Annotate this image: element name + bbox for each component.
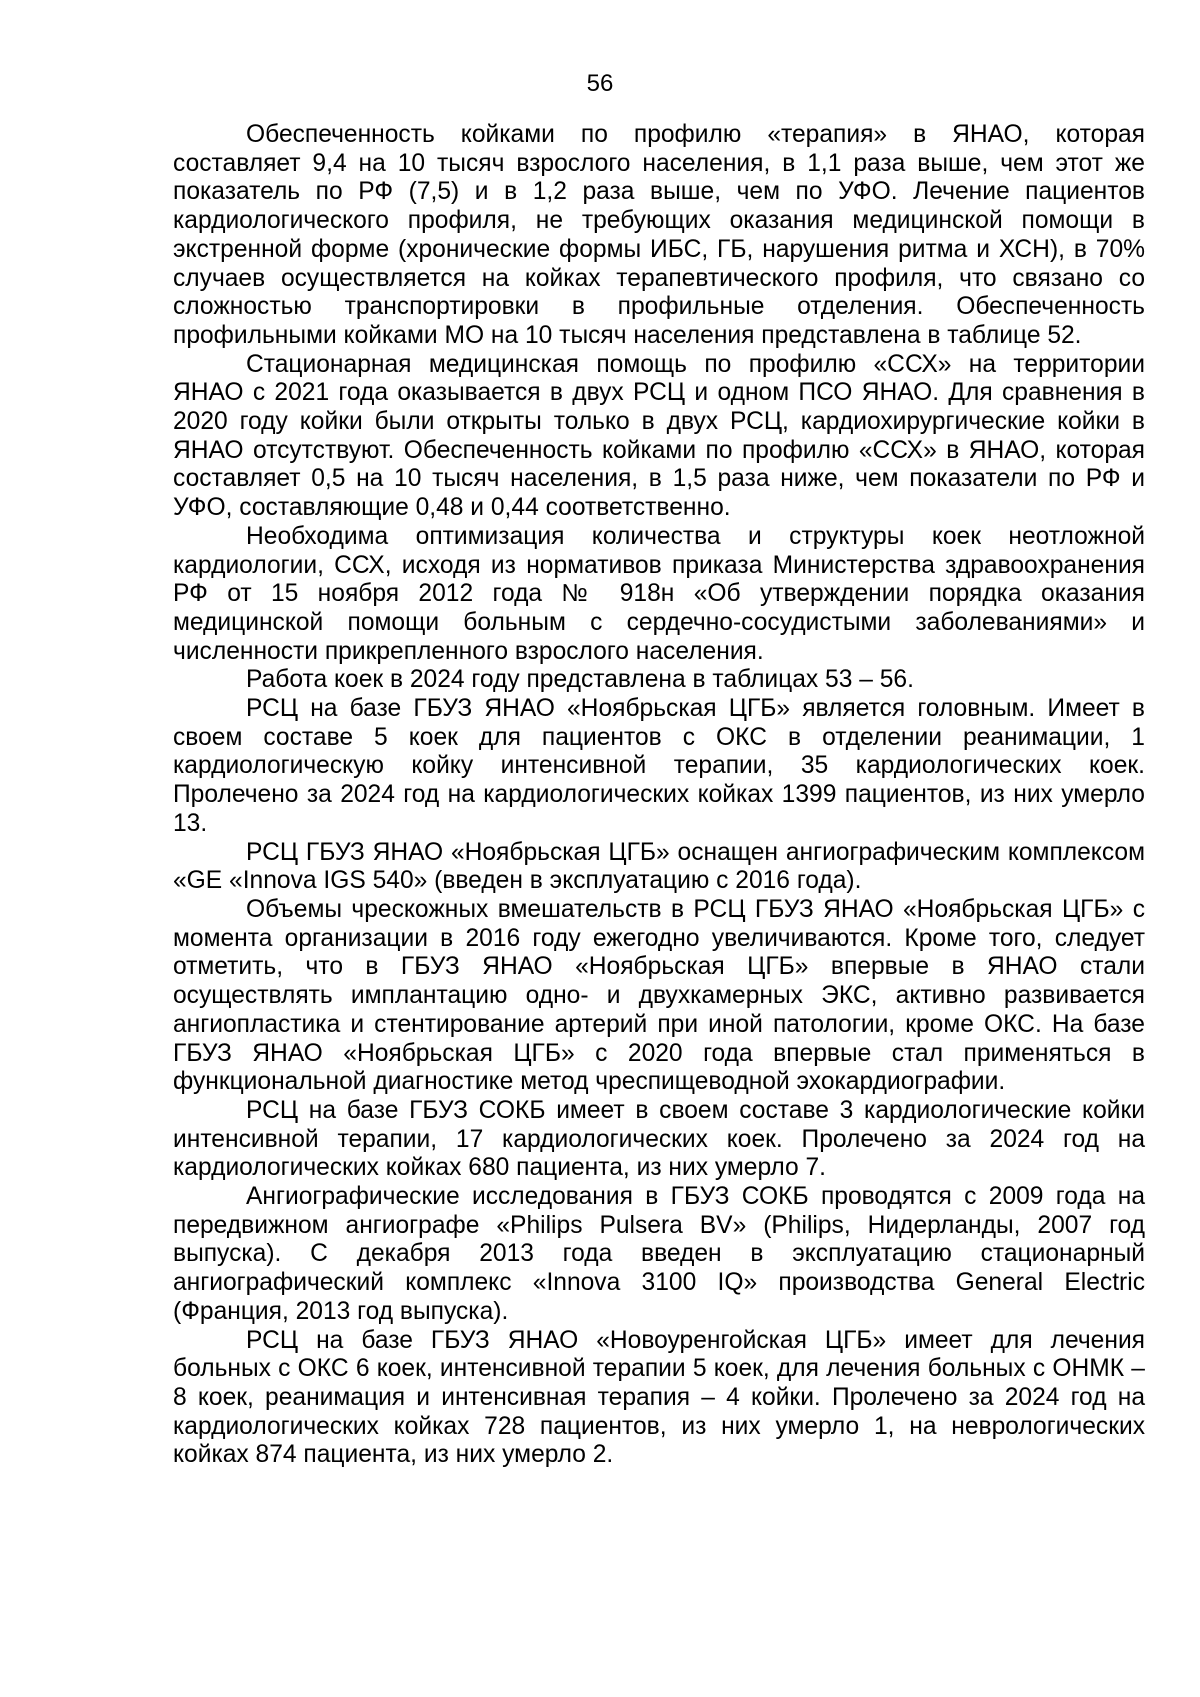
page-number: 56 [586, 70, 614, 97]
paragraph-noyabrsk-angiography: РСЦ ГБУЗ ЯНАО «Ноябрьская ЦГБ» оснащен ангиографическим комплексом «GE «Innova IGS 540» (введен в эксплуатацию с 2016 года). [173, 838, 1145, 895]
paragraph-sokb-angiography: Ангиографические исследования в ГБУЗ СОКБ проводятся с 2009 года на передвижном ангиографе «Philips Pulsera BV» (Philips, Нидерланды, 2007 год выпуска). С декабря 2013 года введен в эксплуатацию стационарный ангиографический комплекс «Innova 3100 IQ» производства General Electric (Франция, 2013 год выпуска). [173, 1183, 1145, 1325]
paragraph-pci-volumes: Объемы чрескожных вмешательств в РСЦ ГБУЗ ЯНАО «Ноябрьская ЦГБ» с момента организации в 2016 году ежегодно увеличиваются. Кроме того, следует отметить, что в ГБУЗ ЯНАО «Ноябрьская ЦГБ» впервые в ЯНАО стали осуществлять имплантацию одно- и двухкамерных ЭКС, активно развивается ангиопластика и стентирование артерий при иной патологии, кроме ОКС. На базе ГБУЗ ЯНАО «Ноябрьская ЦГБ» с 2020 года впервые стал применяться в функциональной диагностике метод чреспищеводной эхокардиографии. [173, 895, 1145, 1096]
paragraph-tables-reference: Работа коек в 2024 году представлена в таблицах 53 – 56. [246, 666, 914, 694]
paragraph-novy-urengoy-rsc: РСЦ на базе ГБУЗ ЯНАО «Новоуренгойская ЦГБ» имеет для лечения больных с ОКС 6 коек, интенсивной терапии 5 коек, для лечения больных с ОНМК – 8 коек, реанимация и интенсивная терапия – 4 койки. Пролечено за 2024 год на кардиологических койках 728 пациентов, из них умерло 1, на неврологических койках 874 пациента, из них умерло 2. [173, 1326, 1145, 1469]
paragraph-therapy-beds: Обеспеченность койками по профилю «терапия» в ЯНАО, которая составляет 9,4 на 10 тысяч взрослого населения, в 1,1 раза выше, чем этот же показатель по РФ (7,5) и в 1,2 раза выше, чем по УФО. Лечение пациентов кардиологического профиля, не требующих оказания медицинской помощи в экстренной форме (хронические формы ИБС, ГБ, нарушения ритма и ХСН), в 70% случаев осуществляется на койках терапевтического профиля, что связано со сложностью транспортировки в профильные отделения. Обеспеченность профильными койками МО на 10 тысяч населения представлена в таблице 52. [173, 121, 1145, 349]
paragraph-noyabrsk-rsc: РСЦ на базе ГБУЗ ЯНАО «Ноябрьская ЦГБ» является головным. Имеет в своем составе 5 коек для пациентов с ОКС в отделении реанимации, 1 кардиологическую койку интенсивной терапии, 35 кардиологических коек. Пролечено за 2024 год на кардиологических койках 1399 пациентов, из них умерло 13. [173, 695, 1145, 837]
paragraph-sokb-rsc: РСЦ на базе ГБУЗ СОКБ имеет в своем составе 3 кардиологические койки интенсивной терапии, 17 кардиологических коек. Пролечено за 2024 год на кардиологических койках 680 пациента, из них умерло 7. [173, 1096, 1145, 1182]
paragraph-ssh-care: Стационарная медицинская помощь по профилю «ССХ» на территории ЯНАО с 2021 года оказывается в двух РСЦ и одном ПСО ЯНАО. Для сравнения в 2020 году койки были открыты только в двух РСЦ, кардиохирургические койки в ЯНАО отсутствуют. Обеспеченность койками по профилю «ССХ» в ЯНАО, которая составляет 0,5 на 10 тысяч населения, в 1,5 раза ниже, чем показатели по РФ и УФО, составляющие 0,48 и 0,44 соответственно. [173, 350, 1145, 522]
paragraph-bed-optimization: Необходима оптимизация количества и структуры коек неотложной кардиологии, ССХ, исходя из нормативов приказа Министерства здравоохранения РФ от 15 ноября 2012 года № 918н «Об утверждении порядка оказания медицинской помощи больным с сердечно-сосудистыми заболеваниями» и численности прикрепленного взрослого населения. [173, 522, 1145, 665]
body-text [173, 121, 1145, 1470]
